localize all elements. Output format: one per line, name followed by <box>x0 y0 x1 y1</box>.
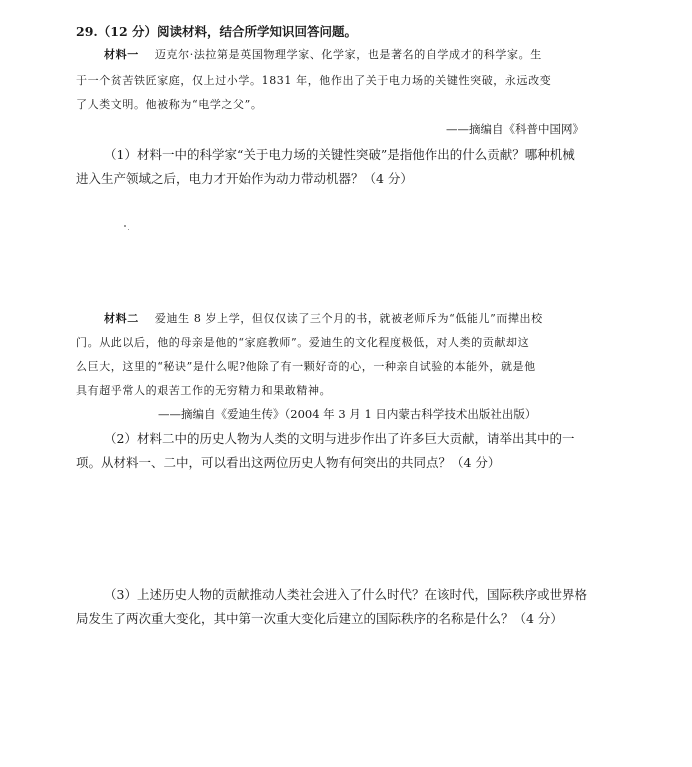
sub3-line-1: （3）上述历史人物的贡献推动人类社会进入了什么时代？在该时代，国际秩序或世界格 <box>104 587 587 602</box>
sub2-line-2: 项。从材料一、二中，可以看出这两位历史人物有何突出的共同点？（4 分） <box>76 455 501 470</box>
scan-speck <box>124 225 126 227</box>
sub1-line-2: 进入生产领域之后，电力才开始作为动力带动机器？（4 分） <box>76 171 413 186</box>
scan-speck <box>128 229 129 230</box>
material1-line-3: 了人类文明。他被称为“电学之父”。 <box>76 98 263 111</box>
sub1-line-1: （1）材料一中的科学家“关于电力场的关键性突破”是指他作出的什么贡献？哪种机械 <box>104 147 575 162</box>
material2-text-1: 爱迪生 8 岁上学，但仅仅读了三个月的书，就被老师斥为“低能儿”而撵出校 <box>154 312 543 325</box>
sub3-line-2: 局发生了两次重大变化，其中第一次重大变化后建立的国际秩序的名称是什么？（4 分） <box>76 611 563 626</box>
material1-line-2: 于一个贫苦铁匠家庭，仅上过小学。1831 年，他作出了关于电力场的关键性突破，永远改变 <box>76 74 552 87</box>
material2-label: 材料二 <box>104 312 139 325</box>
sub2-line-1: （2）材料二中的历史人物为人类的文明与进步作出了许多巨大贡献，请举出其中的一 <box>104 431 575 446</box>
material1-source: ——摘编自《科普中国网》 <box>446 122 584 136</box>
material1-line-1 <box>104 49 542 60</box>
question-header: 29.（12 分）阅读材料，结合所学知识回答问题。 <box>76 24 357 39</box>
material2-line-1 <box>104 313 543 324</box>
material1-label: 材料一 <box>104 48 139 61</box>
material2-line-2: 门。从此以后，他的母亲是他的“家庭教师”。爱迪生的文化程度极低，对人类的贡献却这 <box>76 336 530 349</box>
material2-source: ——摘编自《爱迪生传》（2004 年 3 月 1 日内蒙古科学技术出版社出版） <box>158 407 537 421</box>
material1-text-1: 迈克尔·法拉第是英国物理学家、化学家，也是著名的自学成才的科学家。生 <box>154 48 542 61</box>
material2-line-4: 具有超乎常人的艰苦工作的无穷精力和果敢精神。 <box>76 384 332 397</box>
material2-line-3: 么巨大，这里的“秘诀”是什么呢?他除了有一颗好奇的心，一种亲自试验的本能外，就是他 <box>76 360 536 373</box>
